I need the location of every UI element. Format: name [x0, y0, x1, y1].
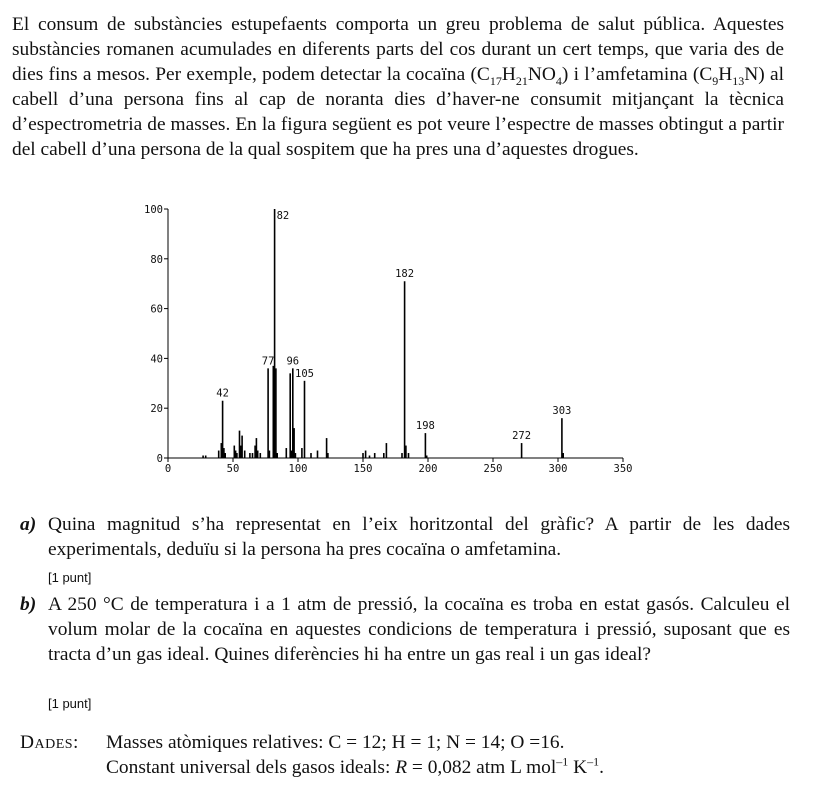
y-tick-label: 40 [150, 353, 163, 366]
dades-label: Dades: [20, 732, 79, 753]
question-label: b) [20, 594, 37, 615]
dades-block [20, 730, 800, 780]
x-tick-label: 150 [353, 463, 373, 475]
peak-label: 198 [415, 420, 435, 433]
y-tick-label: 60 [150, 303, 163, 316]
dades-line-2 [106, 755, 800, 780]
y-tick-label: 100 [144, 204, 163, 216]
y-tick-label: 80 [150, 253, 163, 266]
points-label: [1 punt] [48, 696, 92, 711]
dades-r-symbol: R [395, 757, 408, 778]
intro-text-5: H [718, 64, 733, 85]
question-text: Quina magnitud s’ha representat en l’eix horitzontal del gràfic? A partir de les dades experimentals, deduïu si la persona ha pres cocaïna o amfetamina. [48, 514, 790, 560]
question-b [20, 592, 790, 667]
dades-text: = 0,082 atm L mol [407, 757, 557, 778]
peak-label: 303 [552, 405, 572, 418]
subscript: 4 [555, 73, 562, 88]
subscript: 21 [515, 73, 528, 88]
y-tick-label: 0 [156, 453, 163, 465]
intro-paragraph [12, 12, 784, 162]
peak-label: 42 [216, 387, 229, 400]
peak-label: 82 [276, 210, 290, 222]
dades-text: Constant universal dels gasos ideals: [106, 757, 396, 778]
x-tick-label: 300 [548, 463, 568, 475]
x-tick-label: 0 [164, 463, 172, 475]
question-label: a) [20, 514, 37, 535]
x-tick-label: 100 [288, 463, 308, 475]
superscript: –1 [556, 754, 569, 769]
dades-text: K [568, 757, 588, 778]
mass-spectrum-chart [120, 198, 640, 480]
intro-text-3: NO [527, 64, 556, 85]
superscript: –1 [587, 754, 600, 769]
intro-text-4: ) i l’amfetamina (C [561, 64, 713, 85]
subscript: 9 [712, 73, 719, 88]
peak-label: 77 [261, 355, 275, 368]
peak-label: 105 [295, 367, 314, 380]
x-tick-label: 250 [483, 463, 503, 475]
dades-text: . [599, 757, 604, 778]
intro-text-2: H [501, 64, 516, 85]
y-tick-label: 20 [150, 403, 163, 416]
dades-line-1: Masses atòmiques relatives: C = 12; H = 1; N = 14; O =16. [106, 732, 565, 753]
subscript: 13 [732, 73, 745, 88]
x-tick-label: 50 [226, 463, 240, 475]
subscript: 17 [489, 73, 502, 88]
points-label: [1 punt] [48, 570, 92, 585]
intro-text-1: El consum de substàncies estupefaents comporta un greu problema de salut pública. Aquestes substàncies romanen acumulades en diferents parts del cos durant un cert temps, que varia des de dies fins a mesos. Per exemple, podem detectar la cocaïna (C [12, 14, 784, 85]
peak-label: 272 [512, 430, 532, 443]
intro-text-6: N) al cabell d’una persona fins al cap de noranta dies d’haver-ne consumit mitjançant la tècnica d’espectrometria de masses. En la figura següent es pot veure l’espectre de masses obtingut a partir del cabell d’una persona de la qual sospitem que ha pres una d’aquestes drogues. [12, 64, 784, 160]
peak-label: 182 [395, 268, 415, 281]
peak-label: 96 [286, 355, 300, 368]
question-a [20, 512, 790, 562]
x-tick-label: 350 [613, 463, 633, 475]
question-text: A 250 °C de temperatura i a 1 atm de pressió, la cocaïna es troba en estat gasós. Calculeu el volum molar de la cocaïna en aquestes condicions de temperatura i pressió, suposant que es tracta d’un gas ideal. Quines diferències hi ha entre un gas real i un gas ideal? [48, 594, 790, 665]
x-tick-label: 200 [418, 463, 438, 475]
